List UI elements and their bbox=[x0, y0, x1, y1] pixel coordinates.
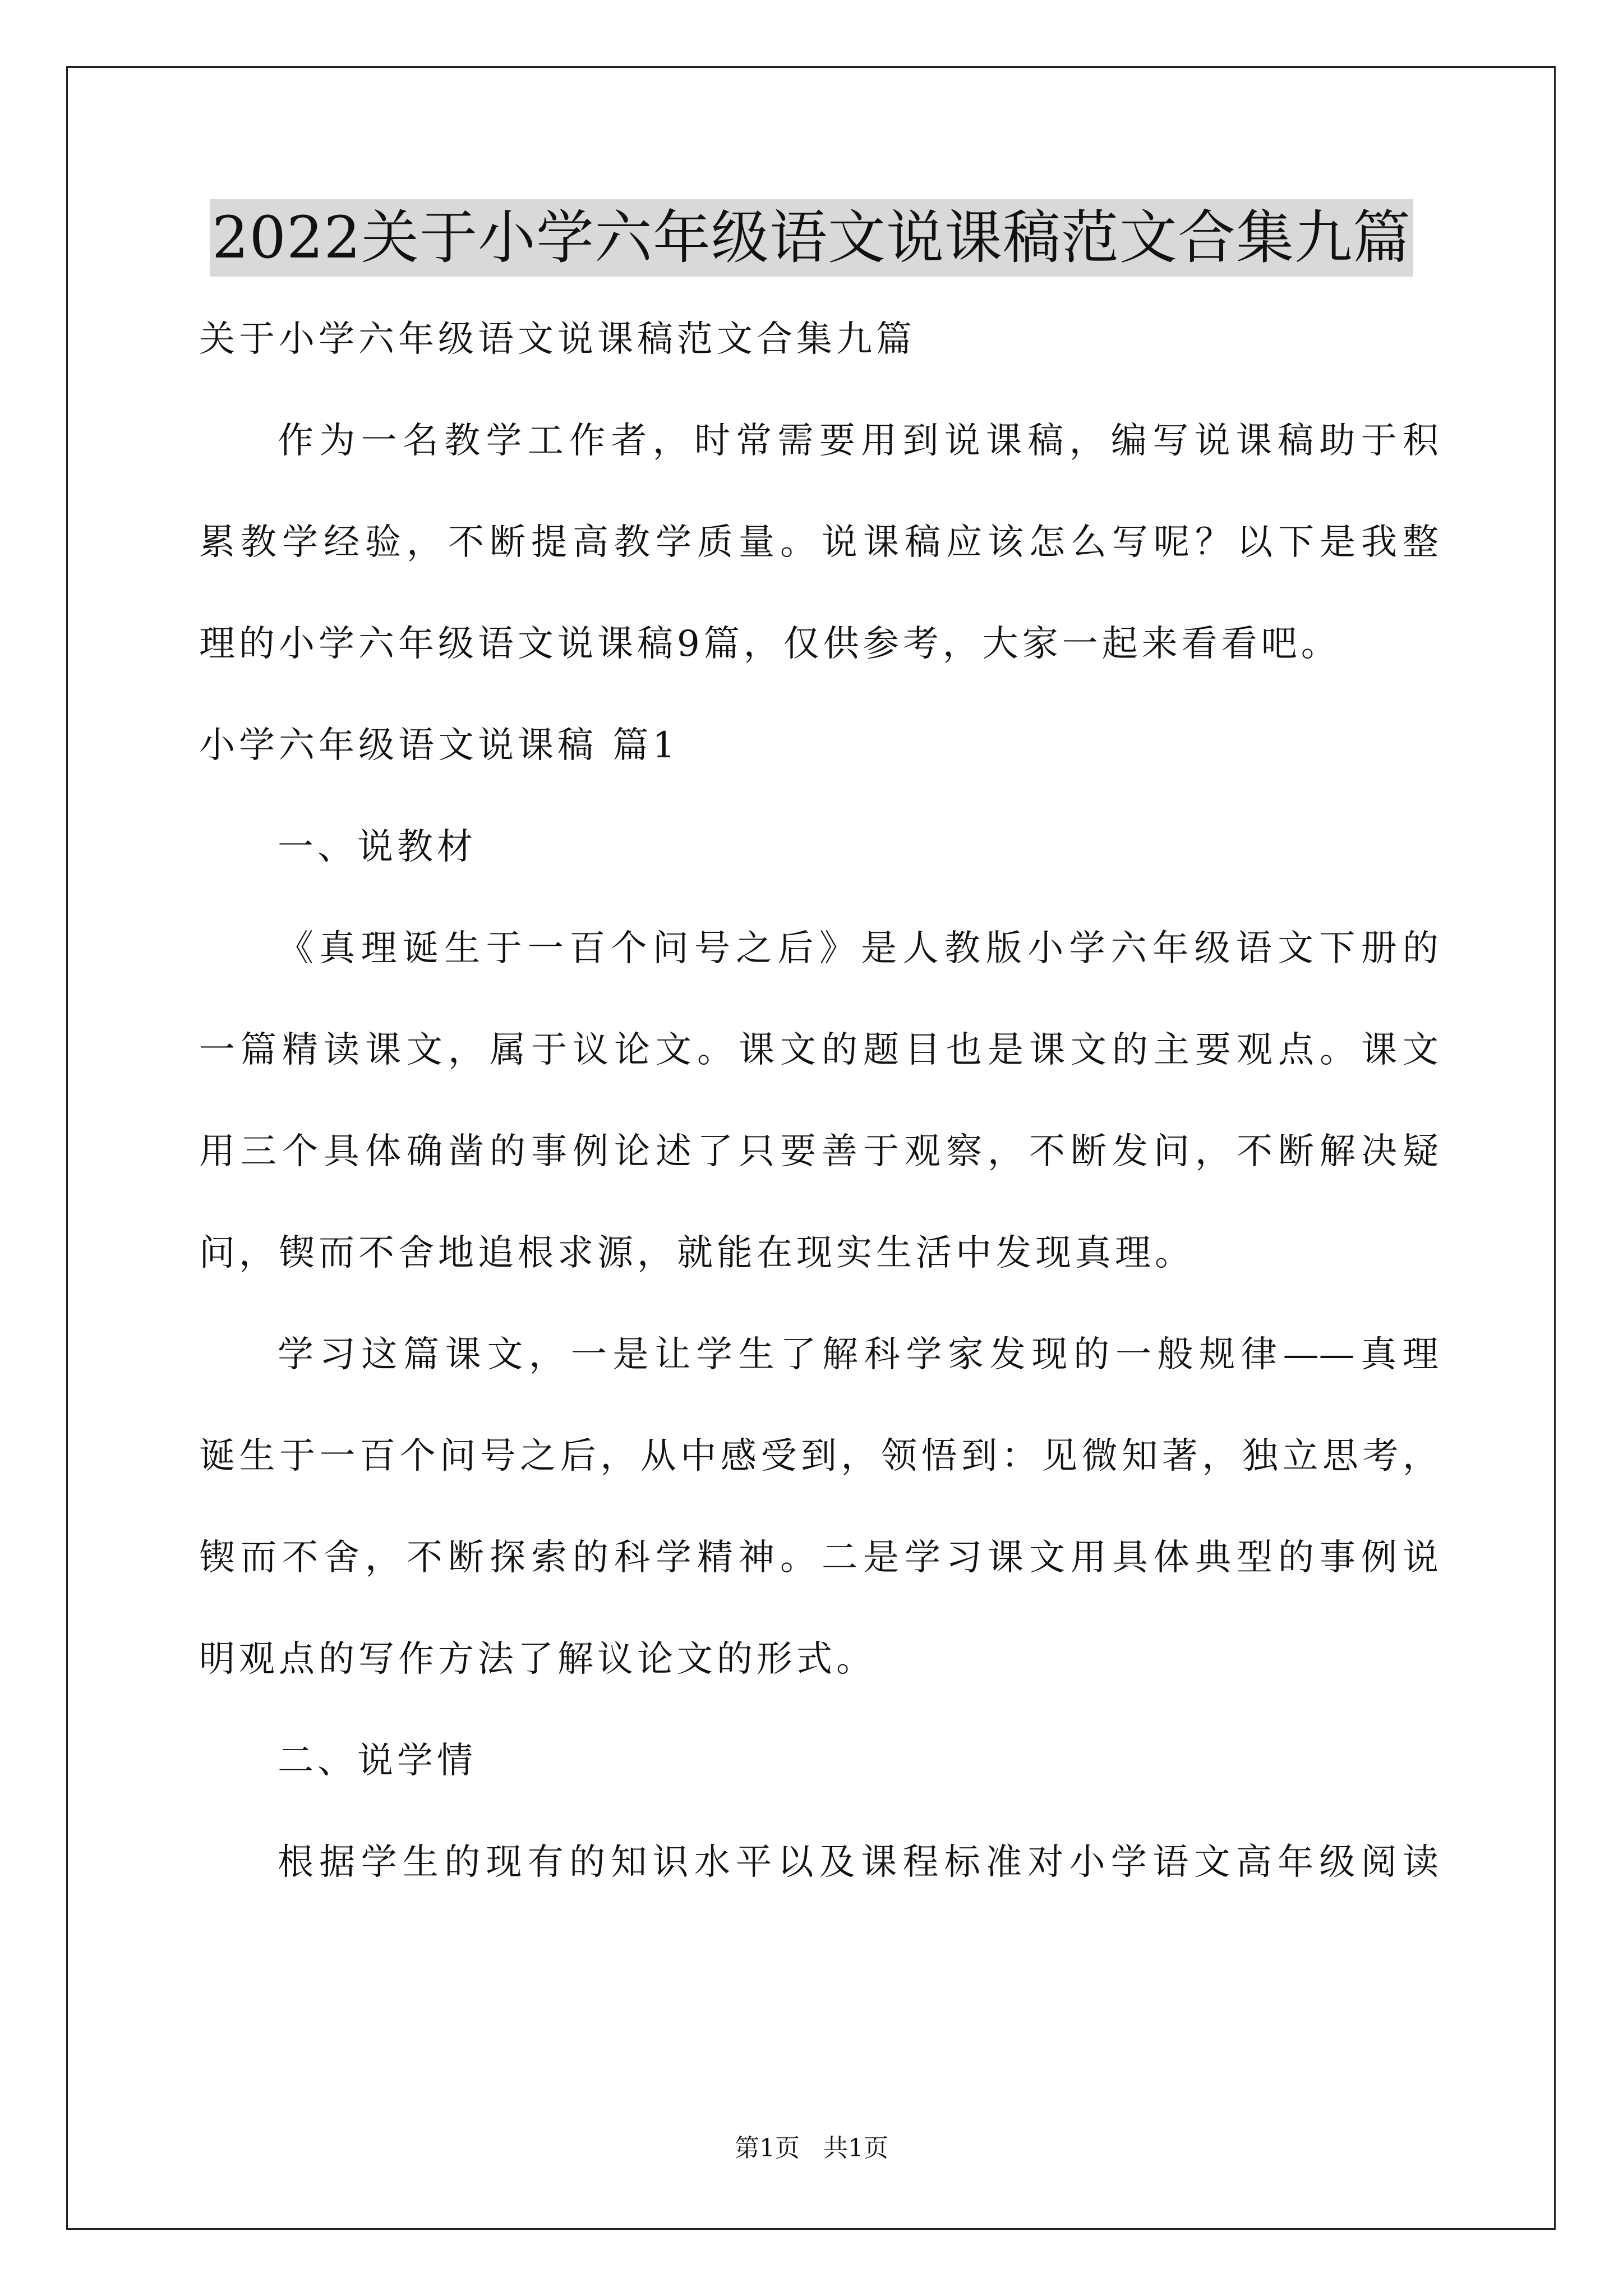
text-line: 诞生于一百个问号之后，从中感受到，领悟到：见微知著，独立思考， bbox=[199, 1435, 1438, 1477]
text-line: 理的小学六年级语文说课稿9篇，仅供参考，大家一起来看看吧。 bbox=[199, 623, 1341, 665]
text-line: 用三个具体确凿的事例论述了只要善于观察，不断发问，不断解决疑 bbox=[199, 1131, 1438, 1172]
text-line: 一篇精读课文，属于议论文。课文的题目也是课文的主要观点。课文 bbox=[199, 1029, 1438, 1071]
text-line: 明观点的写作方法了解议论文的形式。 bbox=[199, 1639, 876, 1680]
text-line: 《真理诞生于一百个问号之后》是人教版小学六年级语文下册的 bbox=[278, 928, 1438, 969]
document-title: 2022关于小学六年级语文说课稿范文合集九篇 bbox=[210, 199, 1413, 277]
text-line: 累教学经验，不断提高教学质量。说课稿应该怎么写呢？以下是我整 bbox=[199, 522, 1438, 563]
text-line: 问，锲而不舍地追根求源，就能在现实生活中发现真理。 bbox=[199, 1232, 1195, 1274]
text-line: 关于小学六年级语文说课稿范文合集九篇 bbox=[199, 319, 916, 360]
text-line: 学习这篇课文，一是让学生了解科学家发现的一般规律——真理 bbox=[278, 1334, 1438, 1375]
text-line: 一、说教材 bbox=[278, 826, 477, 868]
text-line: 锲而不舍，不断探索的科学精神。二是学习课文用具体典型的事例说 bbox=[199, 1537, 1438, 1579]
page-footer: 第1页 共1页 bbox=[735, 2134, 888, 2162]
document-title-block bbox=[0, 199, 1623, 277]
text-line: 根据学生的现有的知识水平以及课程标准对小学语文高年级阅读 bbox=[278, 1842, 1438, 1883]
text-line: 二、说学情 bbox=[278, 1740, 477, 1782]
text-line: 小学六年级语文说课稿 篇1 bbox=[199, 725, 680, 766]
document-body bbox=[199, 312, 1438, 1937]
text-line: 作为一名教学工作者，时常需要用到说课稿，编写说课稿助于积 bbox=[278, 420, 1438, 462]
